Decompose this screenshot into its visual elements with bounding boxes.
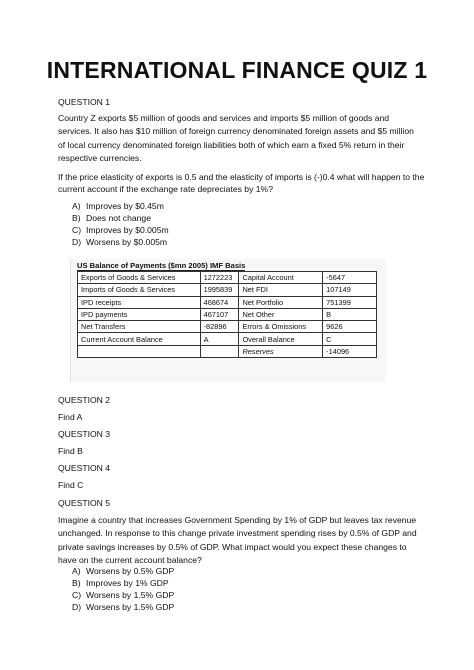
question-2-heading: QUESTION 2 <box>58 395 111 405</box>
table-cell: -82896 <box>200 321 239 333</box>
option-text: Improves by $0.005m <box>86 225 169 235</box>
question-1-prompt-line-1: If the price elasticity of exports is 0.5 and the elasticity of imports is (-)0.4 what will happen to the <box>58 172 425 182</box>
table-cell: Overall Balance <box>239 333 323 345</box>
table-cell: Net Other <box>239 308 323 320</box>
question-2-text: Find A <box>58 412 83 422</box>
question-3-text: Find B <box>58 446 83 456</box>
table-row <box>78 321 377 333</box>
table-cell: 751399 <box>323 296 377 308</box>
option-text: Worsens by 0.5% GDP <box>86 566 175 576</box>
table-cell: 1995839 <box>200 284 239 296</box>
table-cell: Net Transfers <box>78 321 201 333</box>
question-1-prompt-line-2: current account if the exchange rate depreciates by 1%? <box>58 184 273 194</box>
table-cell <box>200 345 239 357</box>
question-5-option-c <box>72 589 174 601</box>
option-letter: A) <box>72 566 81 576</box>
question-1-option-c <box>72 224 169 236</box>
table-row <box>78 345 377 357</box>
table-cell: 467107 <box>200 308 239 320</box>
question-3-heading: QUESTION 3 <box>58 429 111 439</box>
balance-of-payments-figure <box>70 259 386 382</box>
question-5-option-a <box>72 565 174 577</box>
table-cell: 9626 <box>323 321 377 333</box>
option-letter: B) <box>72 578 81 588</box>
table-cell: Errors & Omissions <box>239 321 323 333</box>
table-row <box>78 272 377 284</box>
question-1-option-a <box>72 200 164 212</box>
question-4-text: Find C <box>58 480 84 490</box>
question-5-heading: QUESTION 5 <box>58 498 111 508</box>
table-title: US Balance of Payments ($mn 2005) IMF Basis <box>77 261 246 270</box>
option-text: Does not change <box>86 213 151 223</box>
table-row <box>78 296 377 308</box>
balance-of-payments-table <box>77 271 377 358</box>
table-cell: -5647 <box>323 272 377 284</box>
option-text: Worsens by $0.005m <box>86 237 168 247</box>
option-letter: D) <box>72 237 82 247</box>
question-4-heading: QUESTION 4 <box>58 463 111 473</box>
table-row <box>78 284 377 296</box>
table-cell: Imports of Goods & Services <box>78 284 201 296</box>
question-1-heading: QUESTION 1 <box>58 97 111 107</box>
question-1-option-d <box>72 236 167 248</box>
table-cell: Exports of Goods & Services <box>78 272 201 284</box>
question-5-paragraph: Imagine a country that increases Government Spending by 1% of GDP but leaves tax revenue unchanged. In response to this change private investment spending rises by 0.5% of GDP and private savings increases by 0.5% of GDP. What impact would you expect these changes to have on the current account balance? <box>58 515 417 565</box>
table-cell: IPD payments <box>78 308 201 320</box>
table-cell: IPD receipts <box>78 296 201 308</box>
table-row <box>78 333 377 345</box>
table-cell: B <box>323 308 377 320</box>
table-cell: A <box>200 333 239 345</box>
table-cell: Current Account Balance <box>78 333 201 345</box>
table-cell: -14096 <box>323 345 377 357</box>
table-row <box>78 308 377 320</box>
option-text: Improves by 1% GDP <box>86 578 169 588</box>
table-cell: Net Portfolio <box>239 296 323 308</box>
option-letter: D) <box>72 602 82 612</box>
table-cell: Capital Account <box>239 272 323 284</box>
option-text: Worsens by 1.5% GDP <box>86 590 175 600</box>
option-letter: C) <box>72 225 82 235</box>
question-5-option-d <box>72 601 174 613</box>
option-text: Worsens by 1.5% GDP <box>86 602 175 612</box>
table-cell: 1272223 <box>200 272 239 284</box>
page-title: INTERNATIONAL FINANCE QUIZ 1 <box>46 57 428 83</box>
option-letter: A) <box>72 201 81 211</box>
question-5-option-b <box>72 577 169 589</box>
table-cell: 107149 <box>323 284 377 296</box>
question-1-paragraph: Country Z exports $5 million of goods and services and imports $5 million of goods and services. It also has $10 million of foreign currency denominated foreign assets and $5 million of local currency denominated foreign liabilities both of which earn a fixed 5% return in their respective currencies. <box>58 113 414 163</box>
table-cell: Net FDI <box>239 284 323 296</box>
option-letter: B) <box>72 213 81 223</box>
table-cell: C <box>323 333 377 345</box>
table-cell <box>78 345 201 357</box>
option-text: Improves by $0.45m <box>86 201 164 211</box>
option-letter: C) <box>72 590 82 600</box>
table-cell: Reserves <box>239 345 323 357</box>
question-1-option-b <box>72 212 151 224</box>
table-cell: 468674 <box>200 296 239 308</box>
